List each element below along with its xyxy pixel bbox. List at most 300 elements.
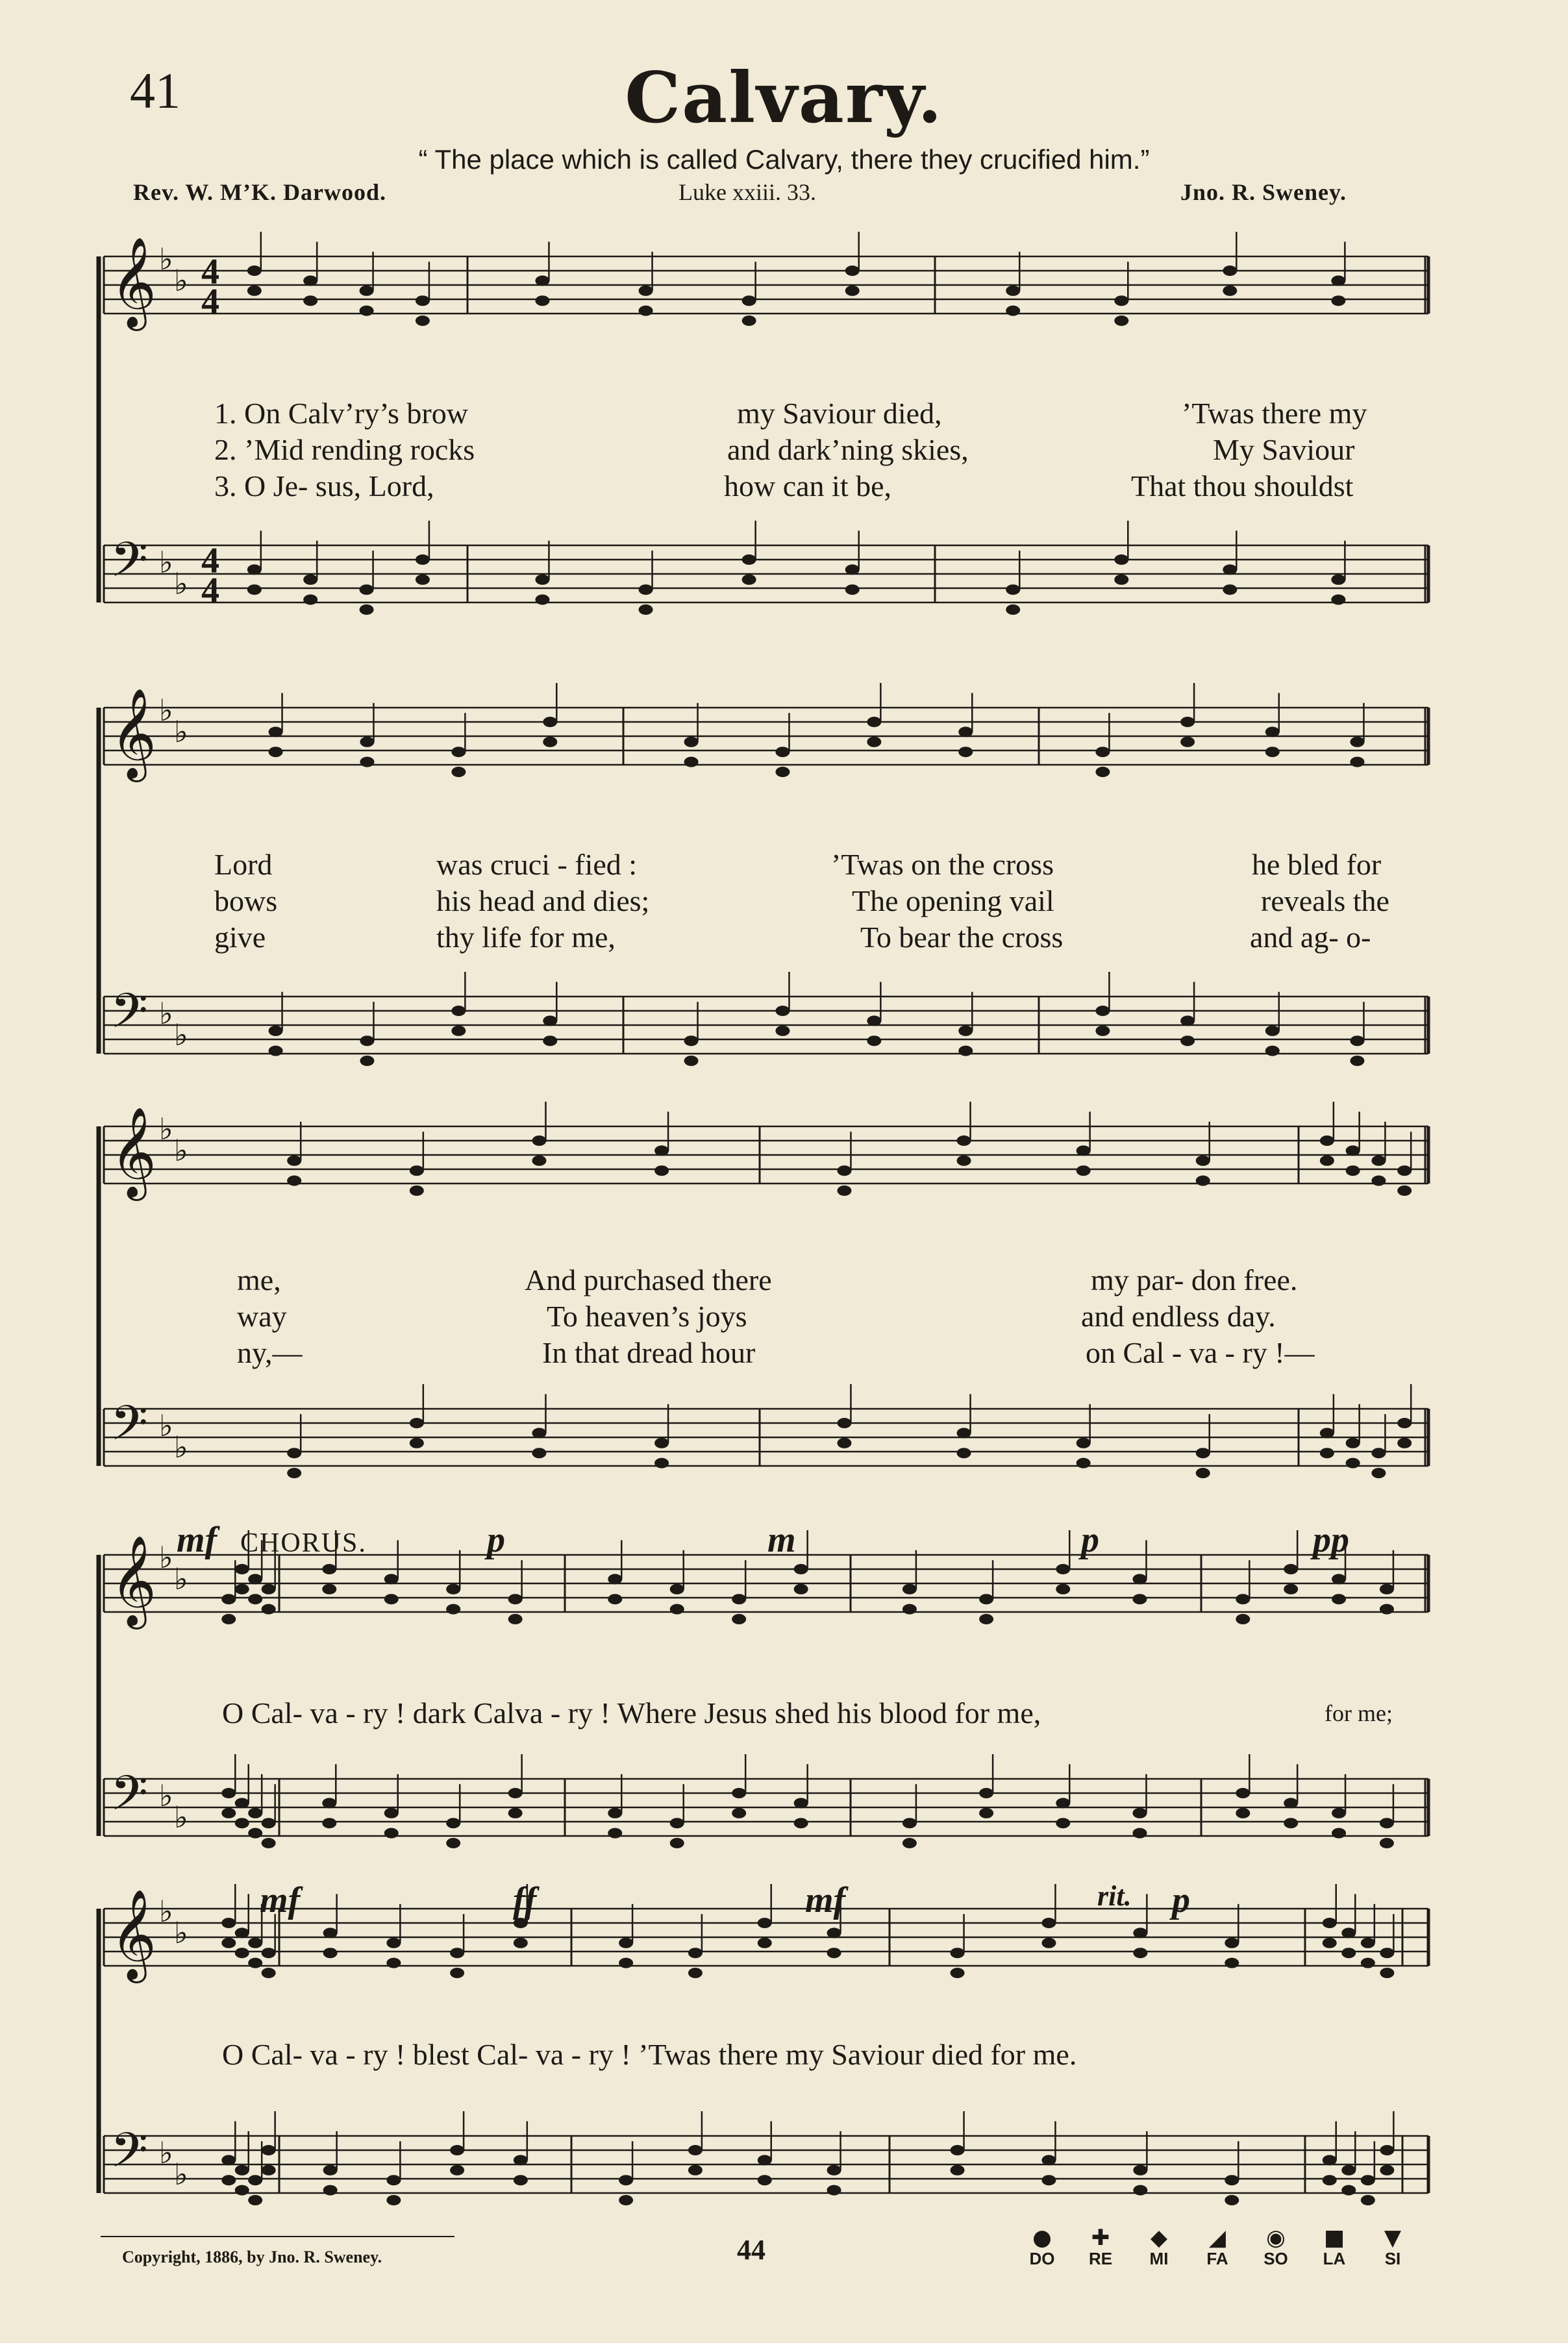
bass-clef-icon: 𝄢	[110, 1395, 148, 1463]
note-head	[654, 1458, 669, 1469]
lyric-s1-v1-a: 1. On Calv’ry’s brow	[214, 397, 468, 430]
note-head	[1132, 1574, 1147, 1584]
note-head	[1076, 1458, 1091, 1469]
note-head	[732, 1594, 746, 1604]
note-head	[619, 2175, 633, 2185]
lyric-s3-v2-b: To heaven’s joys	[547, 1300, 747, 1333]
note-head	[1361, 1938, 1375, 1948]
note-head	[1133, 1948, 1147, 1958]
note-head	[416, 554, 430, 565]
note-head	[1371, 1176, 1386, 1186]
time-signature-bottom: 4	[201, 571, 219, 611]
note-head	[1323, 2155, 1337, 2165]
note-head	[247, 266, 262, 276]
note-head	[1006, 286, 1020, 296]
note-head	[1361, 1958, 1375, 1968]
note-head	[360, 604, 374, 615]
lyric-s1-v3-b: how can it be,	[724, 469, 892, 502]
note-head	[1341, 2165, 1356, 2176]
note-head	[1265, 747, 1280, 757]
note-head	[451, 1026, 466, 1036]
note-head	[514, 2155, 528, 2165]
note-head	[902, 1604, 917, 1615]
note-head	[1132, 1594, 1147, 1604]
bass-clef-icon: 𝄢	[110, 1765, 148, 1833]
note-head	[979, 1808, 993, 1818]
lyric-s1-v3-c: That thou shouldst	[1131, 469, 1354, 502]
note-head	[1076, 1438, 1091, 1448]
note-head	[1341, 1928, 1356, 1938]
note-head	[951, 2165, 965, 2176]
note-head	[1133, 2185, 1147, 2196]
dynamic-pp: pp	[1313, 1520, 1349, 1560]
note-head	[221, 1614, 236, 1624]
note-head	[845, 266, 860, 276]
note-head	[957, 1135, 971, 1146]
note-head	[1236, 1594, 1250, 1604]
note-head	[654, 1165, 669, 1176]
lyric-s3-v3-b: In that dread hour	[542, 1336, 756, 1369]
note-head	[867, 737, 881, 747]
note-head	[742, 295, 756, 306]
note-head	[1056, 1798, 1070, 1808]
note-head	[794, 1564, 808, 1574]
note-head	[1341, 1948, 1356, 1958]
note-head	[248, 1938, 262, 1948]
note-head	[684, 1056, 699, 1066]
note-head	[867, 1035, 881, 1046]
note-head	[1236, 1788, 1250, 1798]
note-head	[684, 757, 699, 767]
flat-sign-icon: ♭	[159, 1778, 173, 1813]
note-head	[248, 1828, 262, 1839]
note-head	[235, 1584, 249, 1594]
note-head	[1331, 575, 1345, 585]
treble-clef-icon: 𝄞	[110, 1889, 156, 1979]
note-head	[639, 604, 653, 615]
lyric-s3-v1-a: me,	[237, 1263, 281, 1296]
note-head	[235, 2165, 249, 2176]
note-head	[608, 1594, 622, 1604]
lyric-s2-v3-d: and ag- o-	[1250, 921, 1371, 954]
note-head	[951, 1948, 965, 1958]
note-head	[1006, 306, 1020, 316]
note-head	[951, 1968, 965, 1978]
note-head	[1114, 295, 1128, 306]
note-head	[287, 1176, 301, 1186]
note-head	[732, 1808, 746, 1818]
note-head	[384, 1808, 399, 1818]
note-head	[654, 1145, 669, 1156]
note-head	[535, 275, 549, 286]
note-head	[837, 1185, 851, 1196]
note-head	[688, 2165, 703, 2176]
dynamic-m: m	[767, 1520, 796, 1560]
page-number: 41	[130, 62, 180, 119]
flat-sign-icon: ♭	[159, 242, 173, 277]
note-head	[221, 1594, 236, 1604]
note-head	[1284, 1584, 1298, 1594]
note-head	[235, 1564, 249, 1574]
note-head	[410, 1438, 424, 1448]
note-head	[508, 1808, 523, 1818]
epigraph: “ The place which is called Calvary, there they crucified him.”	[418, 144, 1150, 175]
note-head	[670, 1584, 684, 1594]
lyric-chorus-1: O Cal- va - ry ! dark Calva - ry ! Where Jesus shed his blood for me,	[222, 1696, 1041, 1729]
note-head	[262, 2165, 276, 2176]
note-head	[1180, 1015, 1195, 1026]
lyric-s2-v2-d: reveals the	[1261, 884, 1389, 917]
dynamic-p: p	[1081, 1520, 1099, 1560]
note-head	[1225, 1958, 1239, 1968]
note-head	[958, 1026, 973, 1036]
note-head	[758, 1938, 772, 1948]
note-head	[1350, 737, 1364, 747]
note-head	[1323, 2175, 1337, 2185]
note-head	[845, 564, 860, 575]
note-head	[837, 1418, 851, 1428]
note-head	[221, 2175, 236, 2185]
dynamic-p: p	[487, 1520, 505, 1560]
note-head	[221, 2155, 236, 2165]
note-head	[1346, 1145, 1360, 1156]
note-head	[1196, 1176, 1210, 1186]
note-head	[684, 1035, 699, 1046]
note-head	[902, 1818, 917, 1828]
note-head	[323, 1928, 338, 1938]
lyric-s2-v2-a: bows	[214, 884, 278, 917]
note-head	[794, 1818, 808, 1828]
note-head	[1332, 1574, 1346, 1584]
lyric-s2-v1-b: was cruci - fied :	[436, 848, 638, 881]
note-head	[262, 1838, 276, 1848]
note-head	[543, 717, 557, 727]
triangle-shape-icon: ◢	[1208, 2225, 1226, 2251]
note-head	[1225, 1938, 1239, 1948]
note-head	[1006, 584, 1020, 595]
note-head	[221, 1938, 236, 1948]
treble-clef-icon: 𝄞	[110, 237, 156, 327]
note-head	[837, 1165, 851, 1176]
note-head	[1350, 757, 1364, 767]
note-head	[639, 584, 653, 595]
note-head	[1180, 737, 1195, 747]
note-head	[248, 1958, 262, 1968]
note-head	[221, 1918, 236, 1928]
note-head	[446, 1838, 460, 1848]
flat-sign-icon: ♭	[174, 1017, 188, 1052]
note-head	[1284, 1798, 1298, 1808]
note-head	[450, 1948, 464, 1958]
note-head	[360, 1035, 374, 1046]
note-head	[1323, 1938, 1337, 1948]
note-head	[654, 1438, 669, 1448]
lyric-s3-v1-c: my par- don free.	[1091, 1263, 1298, 1296]
note-head	[867, 717, 881, 727]
note-head	[248, 2195, 262, 2205]
note-head	[450, 1968, 464, 1978]
diamond-shape-icon: ◆	[1150, 2225, 1168, 2251]
lyric-s2-v1-a: Lord	[214, 848, 273, 881]
note-head	[1095, 747, 1110, 757]
note-head	[386, 1958, 401, 1968]
note-head	[1397, 1185, 1412, 1196]
note-head	[247, 286, 262, 296]
square-shape-icon: ■	[1323, 2225, 1345, 2251]
solfege-re: ✚ RE	[1071, 2227, 1130, 2269]
ring-shape-icon: ◉	[1266, 2225, 1286, 2251]
flat-sign-icon: ♭	[159, 545, 173, 580]
note-head	[1196, 1448, 1210, 1458]
note-head	[837, 1438, 851, 1448]
note-head	[1350, 1056, 1364, 1066]
lyric-s1-v2-c: My Saviour	[1213, 433, 1355, 466]
note-head	[1056, 1818, 1070, 1828]
note-head	[262, 2145, 276, 2155]
note-head	[1346, 1458, 1360, 1469]
lyric-s2-v3-c: To bear the cross	[860, 921, 1064, 954]
note-head	[619, 1958, 633, 1968]
lyric-chorus-1-end: for me;	[1325, 1700, 1393, 1726]
note-head	[450, 2145, 464, 2155]
note-head	[384, 1574, 399, 1584]
note-head	[957, 1428, 971, 1438]
note-head	[1320, 1156, 1334, 1166]
note-head	[450, 2165, 464, 2176]
note-head	[416, 575, 430, 585]
note-head	[446, 1584, 460, 1594]
note-head	[1095, 767, 1110, 777]
note-head	[1132, 1808, 1147, 1818]
note-head	[845, 584, 860, 595]
solfege-key	[1013, 2227, 1422, 2269]
flat-sign-icon: ♭	[174, 714, 188, 749]
round-shape-icon: ●	[1032, 2225, 1052, 2251]
note-head	[287, 1156, 301, 1166]
note-head	[688, 1968, 703, 1978]
note-head	[639, 306, 653, 316]
dynamic-mf: mf	[805, 1880, 846, 1920]
note-head	[1341, 2185, 1356, 2196]
note-head	[322, 1798, 336, 1808]
note-head	[451, 767, 466, 777]
note-head	[235, 1928, 249, 1938]
note-head	[979, 1594, 993, 1604]
lyric-s2-v2-c: The opening vail	[852, 884, 1054, 917]
note-head	[303, 295, 317, 306]
note-head	[384, 1828, 399, 1839]
note-head	[221, 1808, 236, 1818]
lyric-s1-v2-a: 2. ’Mid rending rocks	[214, 433, 475, 466]
note-head	[508, 1614, 523, 1624]
note-head	[1331, 595, 1345, 605]
note-head	[386, 1938, 401, 1948]
note-head	[269, 726, 283, 737]
note-head	[758, 1918, 772, 1928]
note-head	[247, 564, 262, 575]
note-head	[532, 1428, 546, 1438]
lyric-s3-v3-a: ny,—	[237, 1336, 303, 1369]
note-head	[446, 1818, 460, 1828]
note-head	[322, 1564, 336, 1574]
flat-sign-icon: ♭	[159, 1540, 173, 1575]
note-head	[1041, 2175, 1056, 2185]
note-head	[303, 575, 317, 585]
note-head	[1284, 1564, 1298, 1574]
note-head	[248, 1574, 262, 1584]
note-head	[979, 1788, 993, 1798]
note-head	[248, 1594, 262, 1604]
note-head	[262, 1604, 276, 1615]
lyric-s1-v3-a: 3. O Je- sus, Lord,	[214, 469, 434, 502]
flat-sign-icon: ♭	[159, 2135, 173, 2170]
note-head	[827, 2165, 841, 2176]
bass-clef-icon: 𝄢	[110, 532, 148, 600]
note-head	[845, 286, 860, 296]
note-head	[1350, 1035, 1364, 1046]
dynamic-ff: ff	[513, 1880, 537, 1920]
note-head	[1320, 1135, 1334, 1146]
flat-sign-icon: ♭	[159, 1111, 173, 1147]
note-head	[410, 1418, 424, 1428]
note-head	[543, 737, 557, 747]
lyric-s2-v3-b: thy life for me,	[436, 921, 616, 954]
note-head	[794, 1584, 808, 1594]
note-head	[1223, 564, 1237, 575]
note-head	[248, 1808, 262, 1818]
note-head	[958, 1046, 973, 1056]
note-head	[235, 2185, 249, 2196]
note-head	[1041, 1938, 1056, 1948]
note-head	[269, 1046, 283, 1056]
note-head	[323, 1948, 338, 1958]
note-head	[384, 1594, 399, 1604]
note-head	[1380, 1818, 1394, 1828]
note-head	[1371, 1156, 1386, 1166]
note-head	[1380, 1584, 1394, 1594]
note-head	[1265, 1026, 1280, 1036]
note-head	[303, 275, 317, 286]
note-head	[1114, 575, 1128, 585]
note-head	[1380, 1968, 1394, 1978]
note-head	[532, 1448, 546, 1458]
note-head	[262, 1584, 276, 1594]
note-head	[794, 1798, 808, 1808]
lyric-s3-v2-c: and endless day.	[1081, 1300, 1276, 1333]
note-head	[1346, 1438, 1360, 1448]
flag-shape-icon: ▼	[1384, 2225, 1402, 2251]
flat-sign-icon: ♭	[174, 1430, 188, 1465]
note-head	[670, 1838, 684, 1848]
note-head	[958, 726, 973, 737]
note-head	[235, 1948, 249, 1958]
lyric-s2-v1-c: ’Twas on the cross	[831, 848, 1054, 881]
note-head	[1225, 2175, 1239, 2185]
note-head	[386, 2195, 401, 2205]
lyric-chorus-2: O Cal- va - ry ! blest Cal- va - ry ! ’Twas there my Saviour died for me.	[222, 2038, 1077, 2071]
note-head	[360, 757, 374, 767]
tempo-marking: rit.	[1097, 1880, 1132, 1912]
time-signature-bottom: 4	[201, 282, 219, 322]
note-head	[1114, 316, 1128, 326]
note-head	[1133, 1928, 1147, 1938]
note-head	[1076, 1165, 1091, 1176]
note-head	[1225, 2195, 1239, 2205]
note-head	[360, 306, 374, 316]
note-head	[867, 1015, 881, 1026]
note-head	[1371, 1468, 1386, 1478]
note-head	[951, 2145, 965, 2155]
note-head	[1114, 554, 1128, 565]
note-head	[1041, 1918, 1056, 1928]
note-head	[1076, 1145, 1091, 1156]
lyric-s1-v1-b: my Saviour died,	[737, 397, 942, 430]
note-head	[410, 1165, 424, 1176]
note-head	[514, 2175, 528, 2185]
flat-sign-icon: ♭	[159, 693, 173, 728]
note-head	[1380, 1838, 1394, 1848]
note-head	[775, 1006, 790, 1016]
lyric-s2-v2-b: his head and dies;	[436, 884, 650, 917]
flat-sign-icon: ♭	[174, 1133, 188, 1168]
note-head	[684, 737, 699, 747]
note-head	[386, 2175, 401, 2185]
note-head	[248, 2175, 262, 2185]
note-head	[1284, 1818, 1298, 1828]
note-head	[416, 316, 430, 326]
cross-shape-icon: ✚	[1091, 2225, 1110, 2251]
solfege-mi: ◆ MI	[1130, 2227, 1188, 2269]
note-head	[410, 1185, 424, 1196]
note-head	[535, 295, 549, 306]
note-head	[1133, 2165, 1147, 2176]
note-head	[758, 2175, 772, 2185]
time-signature-top: 4	[201, 541, 219, 581]
hymn-title: Calvary.	[625, 57, 943, 139]
note-head	[287, 1468, 301, 1478]
note-head	[1236, 1808, 1250, 1818]
note-head	[1397, 1438, 1412, 1448]
note-head	[360, 1056, 374, 1066]
bass-clef-icon: 𝄢	[110, 983, 148, 1051]
note-head	[1056, 1564, 1070, 1574]
scripture-reference: Luke xxiii. 33.	[678, 179, 816, 205]
note-head	[732, 1614, 746, 1624]
note-head	[608, 1574, 622, 1584]
note-head	[1323, 1918, 1337, 1928]
note-head	[508, 1594, 523, 1604]
note-head	[1095, 1026, 1110, 1036]
note-head	[1346, 1165, 1360, 1176]
note-head	[322, 1584, 336, 1594]
note-head	[535, 575, 549, 585]
note-head	[235, 1818, 249, 1828]
note-head	[451, 1006, 466, 1016]
solfege-do: ● DO	[1013, 2227, 1071, 2269]
dynamic-mf: mf	[260, 1880, 301, 1920]
lyric-s2-v1-d: he bled for	[1252, 848, 1382, 881]
note-head	[827, 1928, 841, 1938]
note-head	[247, 584, 262, 595]
flat-sign-icon: ♭	[159, 1894, 173, 1929]
note-head	[535, 595, 549, 605]
note-head	[1265, 1046, 1280, 1056]
note-head	[235, 1798, 249, 1808]
note-head	[827, 1948, 841, 1958]
note-head	[1196, 1468, 1210, 1478]
flat-sign-icon: ♭	[174, 263, 188, 298]
note-head	[360, 737, 374, 747]
